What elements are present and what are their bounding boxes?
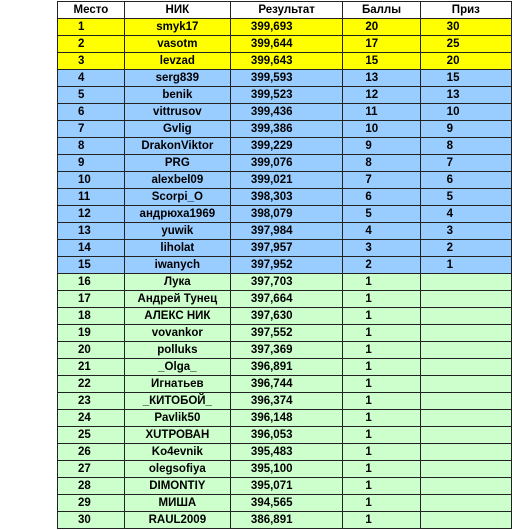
cell-place: 4 [58,70,125,87]
cell-points: 5 [343,206,420,223]
header-nick: НИК [124,2,230,19]
cell-result: 397,703 [230,274,342,291]
cell-result: 397,664 [230,291,342,308]
cell-result: 398,079 [230,206,342,223]
table-row [58,274,512,291]
header-row [58,2,512,19]
cell-nick: vovankor [124,325,230,342]
cell-prize: 7 [420,155,511,172]
cell-place: 19 [58,325,125,342]
cell-points: 4 [343,223,420,240]
cell-points: 1 [343,478,420,495]
cell-points: 1 [343,495,420,512]
cell-prize [420,291,511,308]
cell-result: 399,643 [230,53,342,70]
cell-result: 399,593 [230,70,342,87]
cell-result: 397,552 [230,325,342,342]
cell-points: 10 [343,121,420,138]
cell-result: 399,693 [230,19,342,36]
cell-points: 1 [343,325,420,342]
cell-place: 21 [58,359,125,376]
cell-prize [420,427,511,444]
table-row [58,291,512,308]
cell-prize: 5 [420,189,511,206]
cell-points: 1 [343,512,420,529]
table-row [58,155,512,172]
cell-place: 24 [58,410,125,427]
cell-result: 396,374 [230,393,342,410]
cell-place: 30 [58,512,125,529]
table-row [58,359,512,376]
table-row [58,308,512,325]
cell-result: 399,644 [230,36,342,53]
cell-nick: Андрей Тунец [124,291,230,308]
cell-prize: 3 [420,223,511,240]
cell-place: 9 [58,155,125,172]
table-row [58,172,512,189]
table-row [58,70,512,87]
table-row [58,478,512,495]
cell-nick: vittrusov [124,104,230,121]
table-row [58,495,512,512]
cell-result: 399,523 [230,87,342,104]
cell-result: 399,229 [230,138,342,155]
cell-points: 1 [343,359,420,376]
cell-nick: benik [124,87,230,104]
cell-nick: iwanych [124,257,230,274]
cell-nick: smyk17 [124,19,230,36]
table-row [58,189,512,206]
cell-nick: Gvlig [124,121,230,138]
table-row [58,87,512,104]
table-row [58,240,512,257]
cell-place: 28 [58,478,125,495]
cell-place: 22 [58,376,125,393]
cell-points: 3 [343,240,420,257]
cell-place: 5 [58,87,125,104]
table-row [58,223,512,240]
table-row [58,376,512,393]
cell-result: 397,984 [230,223,342,240]
cell-place: 29 [58,495,125,512]
cell-result: 397,952 [230,257,342,274]
cell-prize [420,410,511,427]
cell-prize: 30 [420,19,511,36]
cell-prize [420,274,511,291]
cell-result: 399,386 [230,121,342,138]
cell-points: 13 [343,70,420,87]
table-row [58,444,512,461]
cell-prize [420,376,511,393]
cell-points: 1 [343,410,420,427]
cell-points: 15 [343,53,420,70]
results-table-container [57,1,512,529]
cell-nick: МИША [124,495,230,512]
cell-points: 1 [343,444,420,461]
cell-prize: 6 [420,172,511,189]
cell-nick: PRG [124,155,230,172]
header-prize: Приз [420,2,511,19]
cell-place: 3 [58,53,125,70]
cell-prize [420,461,511,478]
cell-nick: _КИТОБОЙ_ [124,393,230,410]
table-row [58,121,512,138]
cell-result: 398,303 [230,189,342,206]
cell-points: 1 [343,427,420,444]
cell-place: 20 [58,342,125,359]
table-row [58,410,512,427]
cell-nick: андрюха1969 [124,206,230,223]
cell-nick: Игнатьев [124,376,230,393]
results-table [57,1,512,529]
cell-nick: liholat [124,240,230,257]
cell-prize [420,393,511,410]
cell-result: 394,565 [230,495,342,512]
table-row [58,512,512,529]
table-row [58,342,512,359]
header-result: Результат [230,2,342,19]
cell-points: 2 [343,257,420,274]
cell-result: 399,436 [230,104,342,121]
cell-prize [420,359,511,376]
cell-place: 12 [58,206,125,223]
cell-place: 16 [58,274,125,291]
header-points: Баллы [343,2,420,19]
cell-result: 399,021 [230,172,342,189]
table-row [58,104,512,121]
cell-points: 17 [343,36,420,53]
cell-nick: Ko4evnik [124,444,230,461]
table-row [58,19,512,36]
cell-result: 396,053 [230,427,342,444]
cell-prize: 9 [420,121,511,138]
cell-prize: 25 [420,36,511,53]
cell-points: 1 [343,376,420,393]
cell-points: 9 [343,138,420,155]
cell-prize: 2 [420,240,511,257]
table-row [58,53,512,70]
cell-nick: Scorpi_O [124,189,230,206]
cell-nick: DIMONTIY [124,478,230,495]
table-header [58,2,512,19]
cell-result: 395,483 [230,444,342,461]
cell-place: 23 [58,393,125,410]
cell-result: 397,369 [230,342,342,359]
cell-points: 1 [343,461,420,478]
cell-nick: alexbel09 [124,172,230,189]
cell-result: 395,100 [230,461,342,478]
cell-place: 13 [58,223,125,240]
cell-place: 6 [58,104,125,121]
table-row [58,206,512,223]
table-row [58,393,512,410]
cell-result: 399,076 [230,155,342,172]
cell-points: 6 [343,189,420,206]
cell-result: 386,891 [230,512,342,529]
cell-place: 14 [58,240,125,257]
cell-prize: 13 [420,87,511,104]
cell-result: 397,957 [230,240,342,257]
cell-place: 10 [58,172,125,189]
cell-prize: 10 [420,104,511,121]
cell-points: 8 [343,155,420,172]
cell-prize [420,325,511,342]
cell-result: 396,744 [230,376,342,393]
header-place: Место [58,2,125,19]
cell-place: 11 [58,189,125,206]
cell-place: 25 [58,427,125,444]
cell-points: 20 [343,19,420,36]
table-row [58,138,512,155]
cell-place: 26 [58,444,125,461]
cell-nick: vasotm [124,36,230,53]
cell-place: 2 [58,36,125,53]
cell-nick: DrakonViktor [124,138,230,155]
cell-prize: 20 [420,53,511,70]
cell-points: 7 [343,172,420,189]
cell-points: 1 [343,291,420,308]
cell-nick: RAUL2009 [124,512,230,529]
table-row [58,36,512,53]
cell-prize [420,342,511,359]
cell-prize [420,512,511,529]
cell-nick: Pavlik50 [124,410,230,427]
table-row [58,257,512,274]
cell-place: 18 [58,308,125,325]
cell-result: 395,071 [230,478,342,495]
cell-prize: 15 [420,70,511,87]
cell-result: 397,630 [230,308,342,325]
cell-place: 17 [58,291,125,308]
cell-nick: ХUТРОВАН [124,427,230,444]
cell-result: 396,148 [230,410,342,427]
cell-prize: 8 [420,138,511,155]
cell-place: 8 [58,138,125,155]
cell-nick: _Olga_ [124,359,230,376]
cell-prize [420,495,511,512]
cell-place: 27 [58,461,125,478]
cell-points: 11 [343,104,420,121]
cell-prize [420,478,511,495]
cell-nick: Лука [124,274,230,291]
cell-nick: yuwik [124,223,230,240]
table-row [58,427,512,444]
cell-points: 1 [343,393,420,410]
table-row [58,461,512,478]
table-body [58,19,512,529]
cell-place: 1 [58,19,125,36]
cell-place: 7 [58,121,125,138]
cell-nick: levzad [124,53,230,70]
table-row [58,325,512,342]
cell-points: 12 [343,87,420,104]
cell-result: 396,891 [230,359,342,376]
cell-points: 1 [343,308,420,325]
cell-points: 1 [343,342,420,359]
cell-prize: 1 [420,257,511,274]
cell-nick: АЛЕКС НИК [124,308,230,325]
cell-nick: olegsofiya [124,461,230,478]
cell-points: 1 [343,274,420,291]
cell-prize [420,308,511,325]
cell-prize [420,444,511,461]
cell-place: 15 [58,257,125,274]
cell-nick: polluks [124,342,230,359]
cell-nick: serg839 [124,70,230,87]
cell-prize: 4 [420,206,511,223]
